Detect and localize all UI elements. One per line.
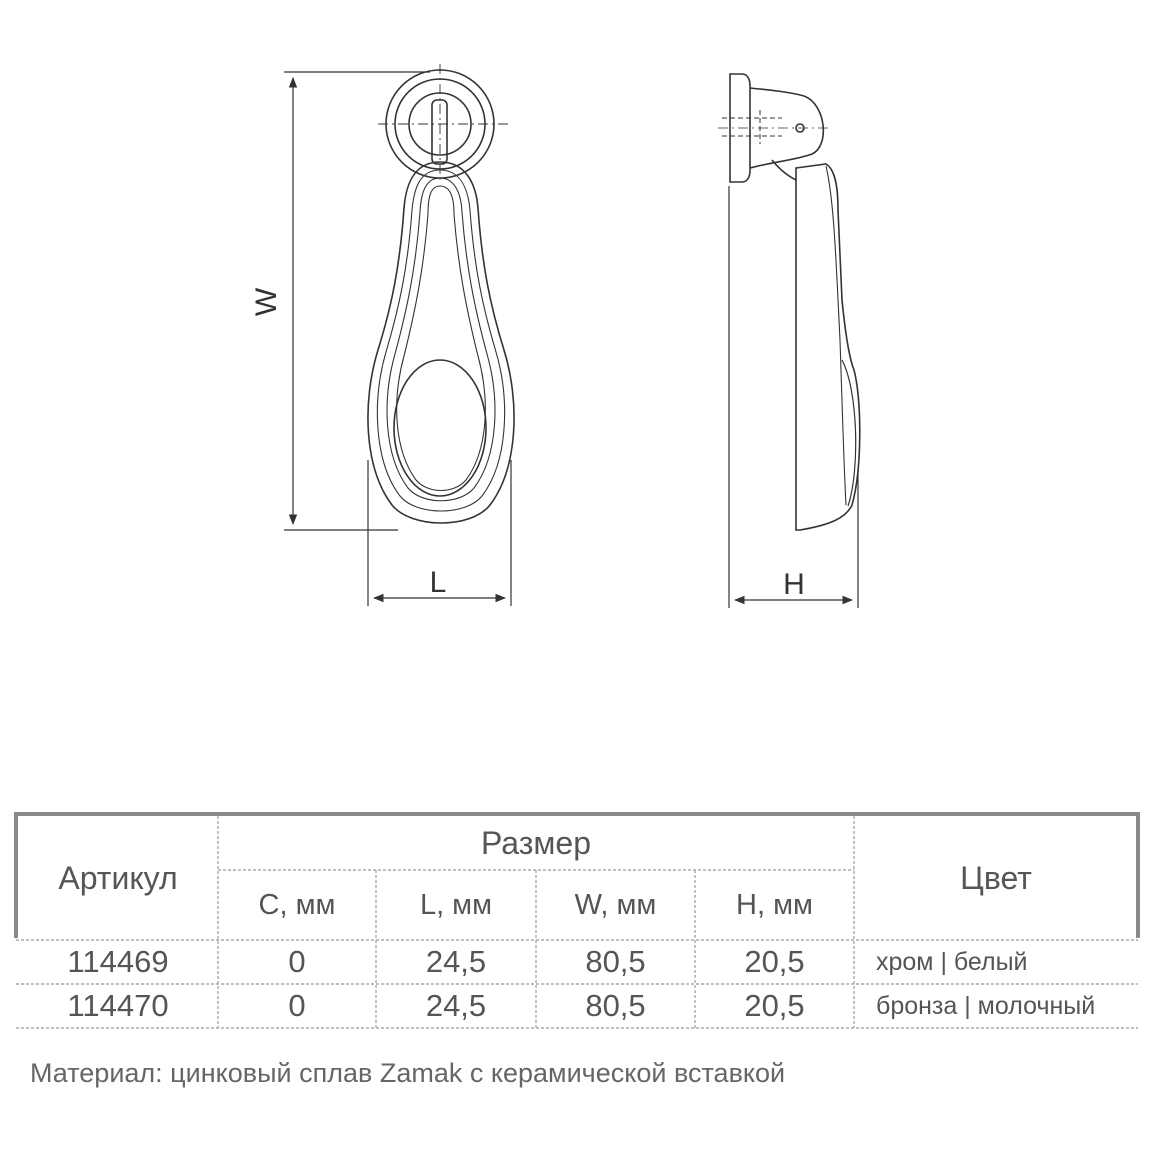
side-view xyxy=(718,74,860,530)
row-2-c: 0 xyxy=(288,988,306,1023)
header-color: Цвет xyxy=(960,859,1032,896)
row-1-article: 114469 xyxy=(67,944,169,979)
side-handle-inner xyxy=(826,166,846,505)
ceramic-insert xyxy=(394,360,486,496)
row-1-color: хром | белый xyxy=(876,947,1028,976)
dimension-h xyxy=(729,186,858,608)
handle-outline xyxy=(368,162,514,523)
header-w-mm: W, мм xyxy=(574,888,657,921)
header-l-mm: L, мм xyxy=(419,888,493,921)
spec-table xyxy=(14,812,1140,1030)
header-article: Артикул xyxy=(58,859,178,896)
hidden-screw xyxy=(722,110,782,144)
material-note: Материал: цинковый сплав Zamak с керамической вставкой xyxy=(30,1058,786,1088)
header-size: Размер xyxy=(481,824,591,861)
header-h-mm: H, мм xyxy=(736,888,813,921)
side-handle-body xyxy=(796,164,860,530)
row-2-w: 80,5 xyxy=(585,988,646,1023)
dimension-h-label: H xyxy=(783,568,805,601)
dimension-l-label: L xyxy=(429,566,447,599)
header-c-mm: C, мм xyxy=(258,888,336,921)
side-insert-bulge xyxy=(842,360,856,506)
handle-groove-1 xyxy=(377,170,504,511)
dimension-w-label: W xyxy=(250,287,283,317)
row-1-c: 0 xyxy=(288,944,306,979)
row-2-l: 24,5 xyxy=(425,988,487,1023)
front-view xyxy=(368,64,514,523)
row-2-article: 114470 xyxy=(67,988,169,1023)
row-1-w: 80,5 xyxy=(585,944,646,979)
row-1-l: 24,5 xyxy=(425,944,487,979)
row-2-color: бронза | молочный xyxy=(876,991,1096,1020)
row-2-h: 20,5 xyxy=(744,988,805,1023)
row-1-h: 20,5 xyxy=(744,944,805,979)
